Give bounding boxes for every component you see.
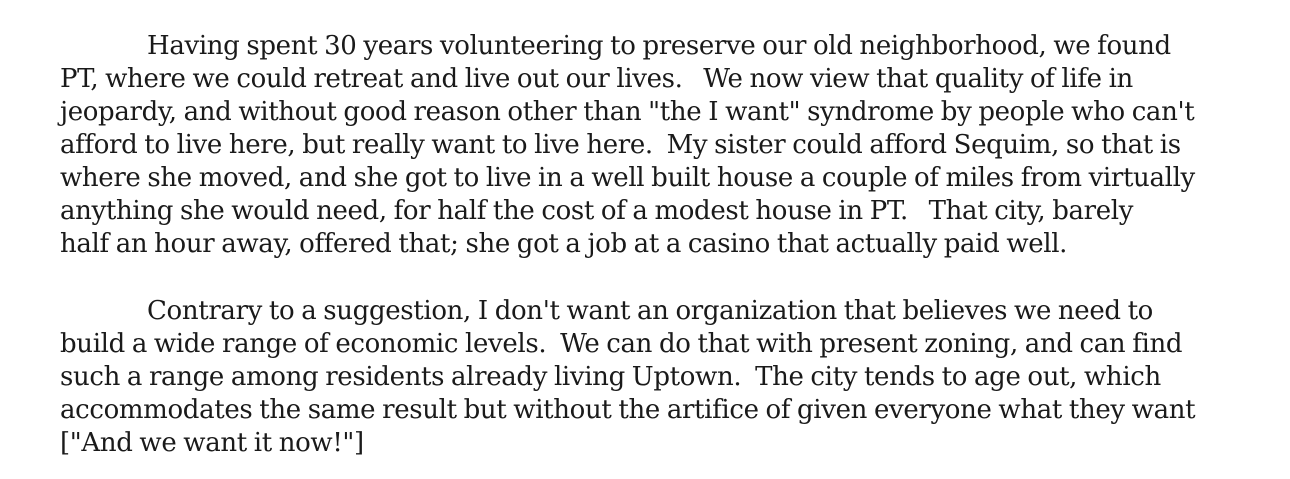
text-line: anything she would need, for half the cost of a modest house in PT. That city, barely <box>60 196 1134 226</box>
text-line: accommodates the same result but without the artifice of given everyone what they want <box>60 395 1196 425</box>
text-line: build a wide range of economic levels. We can do that with present zoning, and can find <box>60 329 1183 359</box>
text-line: Contrary to a suggestion, I don't want an organization that believes we need to <box>147 296 1153 326</box>
text-line: Having spent 30 years volunteering to preserve our old neighborhood, we found <box>147 31 1171 61</box>
text-line: half an hour away, offered that; she got a job at a casino that actually paid well. <box>60 229 1068 259</box>
text-line: jeopardy, and without good reason other than "the I want" syndrome by people who can't <box>60 97 1195 127</box>
text-line: such a range among residents already living Uptown. The city tends to age out, which <box>60 362 1161 392</box>
text-line: afford to live here, but really want to live here. My sister could afford Sequim, so that is <box>60 130 1181 160</box>
text-line: where she moved, and she got to live in a well built house a couple of miles from virtually <box>60 163 1195 193</box>
text-line: ["And we want it now!"] <box>60 428 364 458</box>
text-line: PT, where we could retreat and live out our lives. We now view that quality of life in <box>60 64 1133 94</box>
